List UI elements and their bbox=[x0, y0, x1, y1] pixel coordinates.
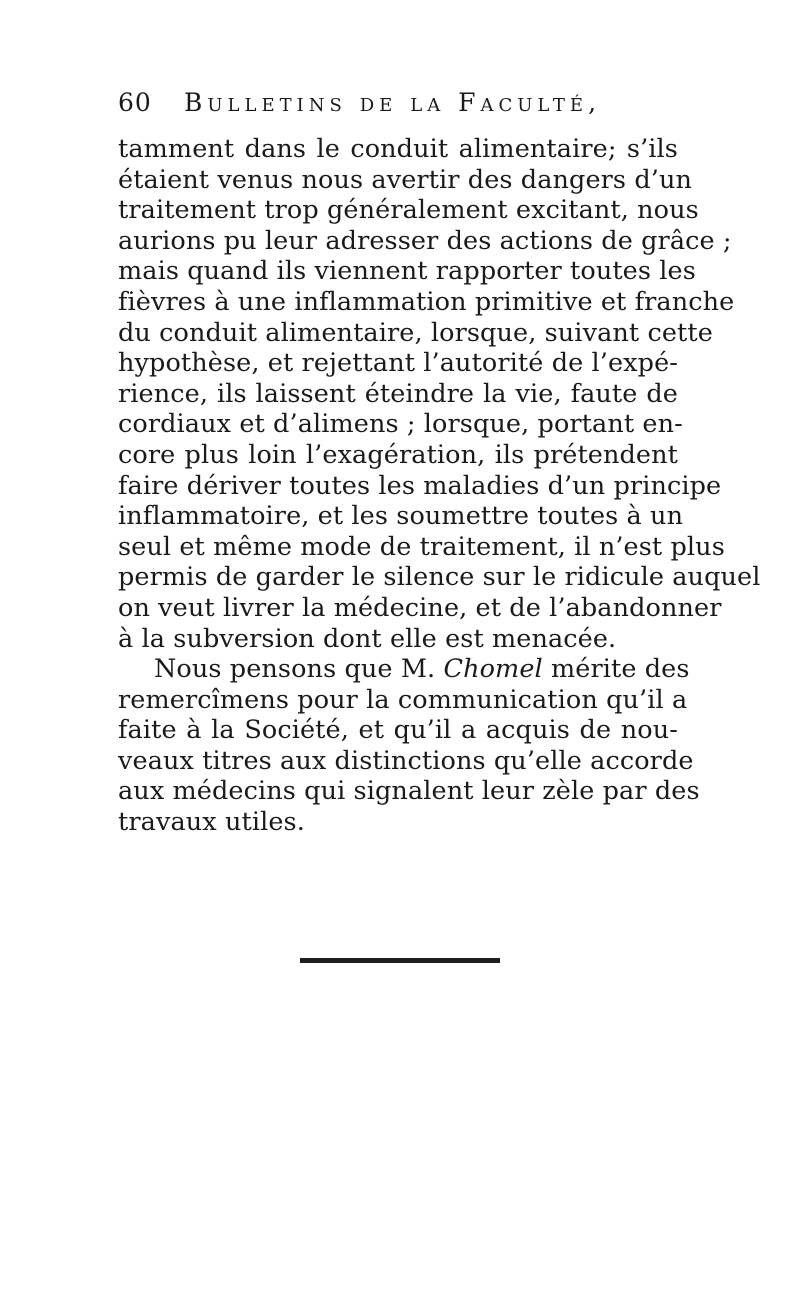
paragraph bbox=[118, 654, 700, 838]
text-line: inflammatoire, et les soumettre toutes à un bbox=[118, 501, 684, 532]
text-line: veaux titres aux distinctions qu’elle accorde bbox=[118, 745, 694, 776]
text-fragment: mérite des bbox=[551, 654, 690, 685]
text-line: aurions pu leur adresser des actions de grâce ; bbox=[118, 225, 732, 256]
running-head bbox=[118, 88, 678, 128]
paragraph bbox=[118, 134, 761, 654]
text-line: permis de garder le silence sur le ridicule auquel bbox=[118, 562, 761, 593]
text-line: aux médecins qui signalent leur zèle par des bbox=[118, 776, 700, 807]
text-line: remercîmens pour la communication qu’il a bbox=[118, 684, 688, 715]
text-line bbox=[118, 654, 690, 685]
running-title: Bulletins de la Faculté, bbox=[184, 88, 602, 117]
text-line: mais quand ils viennent rapporter toutes les bbox=[118, 256, 696, 287]
text-line: core plus loin l’exagération, ils prétendent bbox=[118, 439, 678, 470]
text-line: à la subversion dont elle est menacée. bbox=[118, 623, 617, 654]
body-text bbox=[118, 134, 761, 838]
text-fragment: Nous pensons que M. bbox=[154, 654, 436, 685]
text-line: seul et même mode de traitement, il n’est plus bbox=[118, 531, 725, 562]
person-name: Chomel bbox=[443, 654, 543, 685]
text-line: traitement trop généralement excitant, nous bbox=[118, 195, 699, 226]
section-divider-rule bbox=[300, 958, 500, 963]
text-line: hypothèse, et rejettant l’autorité de l’expé- bbox=[118, 348, 678, 379]
text-line: tamment dans le conduit alimentaire; s’ils bbox=[118, 134, 678, 164]
text-line: faite à la Société, et qu’il a acquis de nou- bbox=[118, 715, 678, 746]
text-line: du conduit alimentaire, lorsque, suivant cette bbox=[118, 317, 713, 348]
text-line: rience, ils laissent éteindre la vie, faute de bbox=[118, 378, 678, 409]
text-line: fièvres à une inflammation primitive et franche bbox=[118, 286, 735, 317]
page-number: 60 bbox=[118, 88, 152, 117]
text-line: cordiaux et d’alimens ; lorsque, portant en- bbox=[118, 409, 683, 440]
text-line: travaux utiles. bbox=[118, 807, 305, 838]
text-line: faire dériver toutes les maladies d’un principe bbox=[118, 470, 722, 501]
text-line: étaient venus nous avertir des dangers d’un bbox=[118, 164, 693, 195]
text-line: on veut livrer la médecine, et de l’abandonner bbox=[118, 592, 722, 623]
